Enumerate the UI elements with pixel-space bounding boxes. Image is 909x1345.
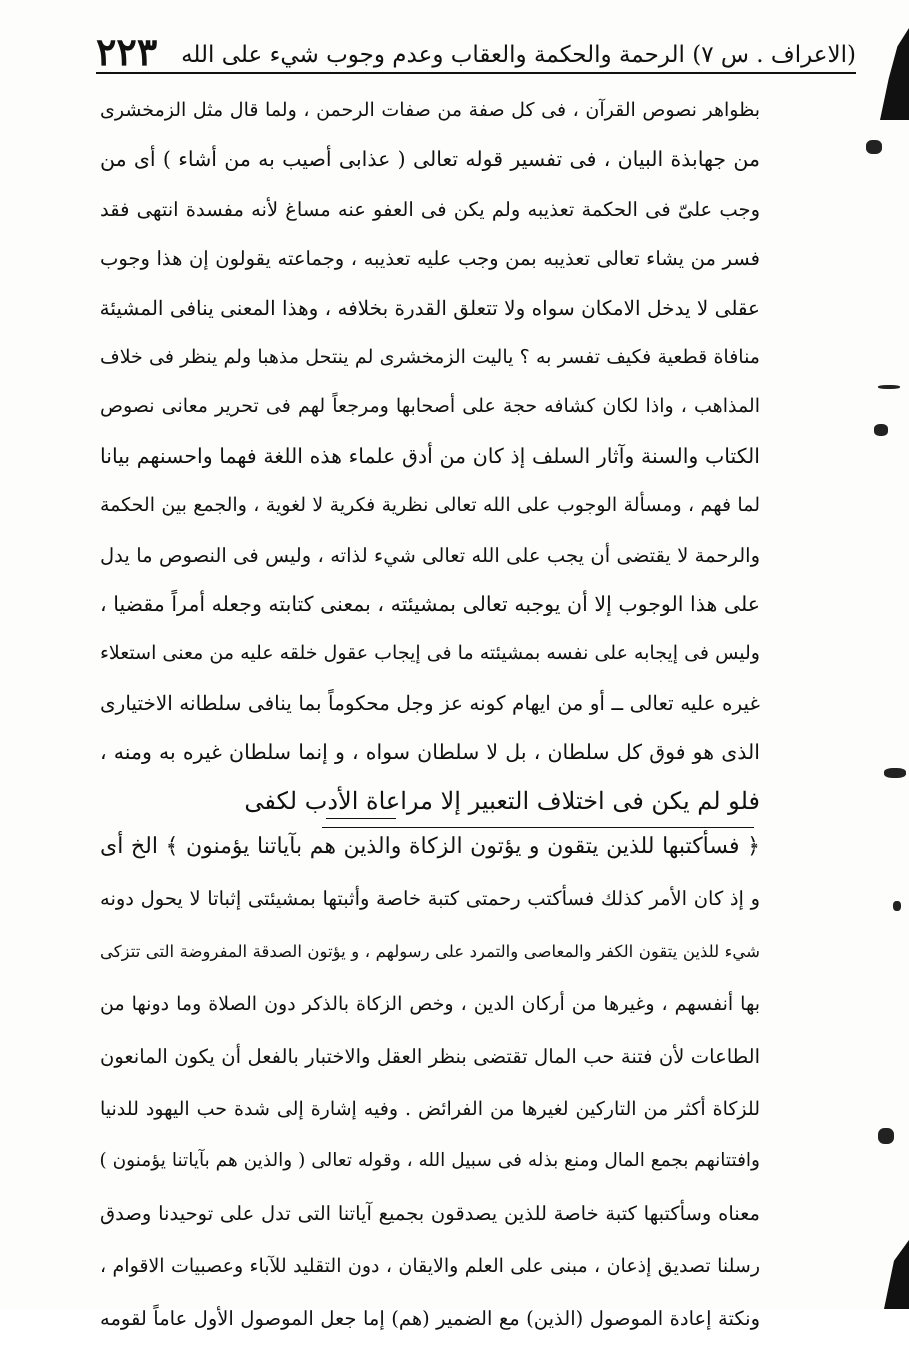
text-line: والرحمة لا يقتضى أن يجب على الله تعالى شيء لذاته ، وليس فى النصوص ما يدل xyxy=(100,543,760,567)
scan-speck xyxy=(878,1128,894,1144)
scan-speck xyxy=(893,901,901,911)
commentary-line: وافتتانهم بجمع المال ومنع بذله فى سبيل الله ، وقوله تعالى ( والذين هم بآياتنا يؤمنون ) xyxy=(100,1150,760,1172)
commentary-line: بها أنفسهم ، وغيرها من أركان الدين ، وخص الزكاة بالذكر دون الصلاة وما دونها من xyxy=(100,993,760,1016)
scan-edge-shadow-top xyxy=(880,28,909,120)
text-line: غيره عليه تعالى ــ أو من ايهام كونه عز وجل محكوماً بما ينافى سلطانه الاختيارى xyxy=(100,690,760,715)
commentary-line: ﴿ فسأكتبها للذين يتقون و يؤتون الزكاة والذين هم بآياتنا يؤمنون ﴾ الخ أى xyxy=(100,834,760,859)
text-line: لما فهم ، ومسألة الوجوب على الله تعالى نظرية فكرية لا لغوية ، والجمع بين الحكمة xyxy=(100,494,760,517)
main-text xyxy=(100,86,760,827)
text-line: الذى هو فوق كل سلطان ، بل لا سلطان سواه ، و إنما سلطان غيره به ومنه ، xyxy=(100,740,760,765)
commentary-line: و إذ كان الأمر كذلك فسأكتب رحمتى كتبة خاصة وأثبتها بمشيئتى إثباتا لا يحول دونه xyxy=(100,887,760,911)
running-header xyxy=(96,30,856,74)
text-line: فسر من يشاء تعالى تعذيبه بمن وجب عليه تعذيبه ، وجماعته يقولون إن هذا وجوب xyxy=(100,247,760,271)
scan-edge-shadow-bottom xyxy=(884,1240,909,1309)
text-line: من جهابذة البيان ، فى تفسير قوله تعالى ( عذابى أصيب به من أشاء ) أى من xyxy=(100,147,760,172)
scan-speck xyxy=(884,768,906,778)
scan-speck xyxy=(878,385,900,389)
text-line: عقلى لا يدخل الامكان سواه ولا تتعلق القدرة بخلافه ، وهذا المعنى ينافى المشيئة xyxy=(100,295,760,320)
text-line: منافاة قطعية فكيف تفسر به ؟ ياليت الزمخشرى لم ينتحل مذهبا ولم ينظر فى خلاف xyxy=(100,345,760,368)
underline-rule xyxy=(326,818,396,819)
commentary-text xyxy=(100,821,760,1345)
page-number: ٢٢٣ xyxy=(96,29,158,74)
text-line: وجب علىّ فى الحكمة تعذيبه ولم يكن فى العفو عنه مساغ لأنه مفسدة انتهى فقد xyxy=(100,197,760,221)
commentary-line: معناه وسأكتبها كتبة خاصة للذين يصدقون بجميع آياتنا التى تدل على توحيدنا وصدق xyxy=(100,1201,760,1225)
scan-speck xyxy=(874,424,888,436)
header-title: (الاعراف . س ٧) الرحمة والحكمة والعقاب وعدم وجوب شيء على الله xyxy=(181,42,856,68)
text-line: الكتاب والسنة وآثار السلف إذ كان من أدق علماء هذه اللغة فهما واحسنهم بيانا xyxy=(100,443,760,468)
text-line: فلو لم يكن فى اختلاف التعبير إلا مراعاة الأدب لكفى xyxy=(244,787,760,816)
commentary-line: شيء للذين يتقون الكفر والمعاصى والتمرد على رسولهم ، و يؤتون الصدقة المفروضة التى تتزكى xyxy=(100,941,760,961)
text-line: المذاهب ، واذا لكان كشافه حجة على أصحابها ومرجعاً لهم فى تحرير معانى نصوص xyxy=(100,395,760,418)
text-line: بظواهر نصوص القرآن ، فى كل صفة من صفات الرحمن ، ولما قال مثل الزمخشرى xyxy=(100,99,760,121)
text-line: وليس فى إيجابه على نفسه بمشيئته ما فى إيجاب عقول خلقه عليه من معنى استعلاء xyxy=(100,642,760,665)
text-line: على هذا الوجوب إلا أن يوجبه تعالى بمشيئته ، بمعنى كتابته وجعله أمراً مقضيا ، xyxy=(100,591,760,616)
scan-speck xyxy=(866,140,882,154)
commentary-line: رسلنا تصديق إذعان ، مبنى على العلم والايقان ، دون التقليد للآباء وعصبيات الاقوام ، xyxy=(100,1255,760,1278)
commentary-line: ونكتة إعادة الموصول (الذين) مع الضمير (هم) إما جعل الموصول الأول عاماً لقومه xyxy=(100,1306,760,1330)
commentary-line: الطاعات لأن فتنة حب المال تقتضى بنظر العقل والاختبار بالفعل أن يكون المانعون xyxy=(100,1044,760,1068)
commentary-line: للزكاة أكثر من التاركين لغيرها من الفرائض . وفيه إشارة إلى شدة حب اليهود للدنيا xyxy=(100,1097,760,1120)
